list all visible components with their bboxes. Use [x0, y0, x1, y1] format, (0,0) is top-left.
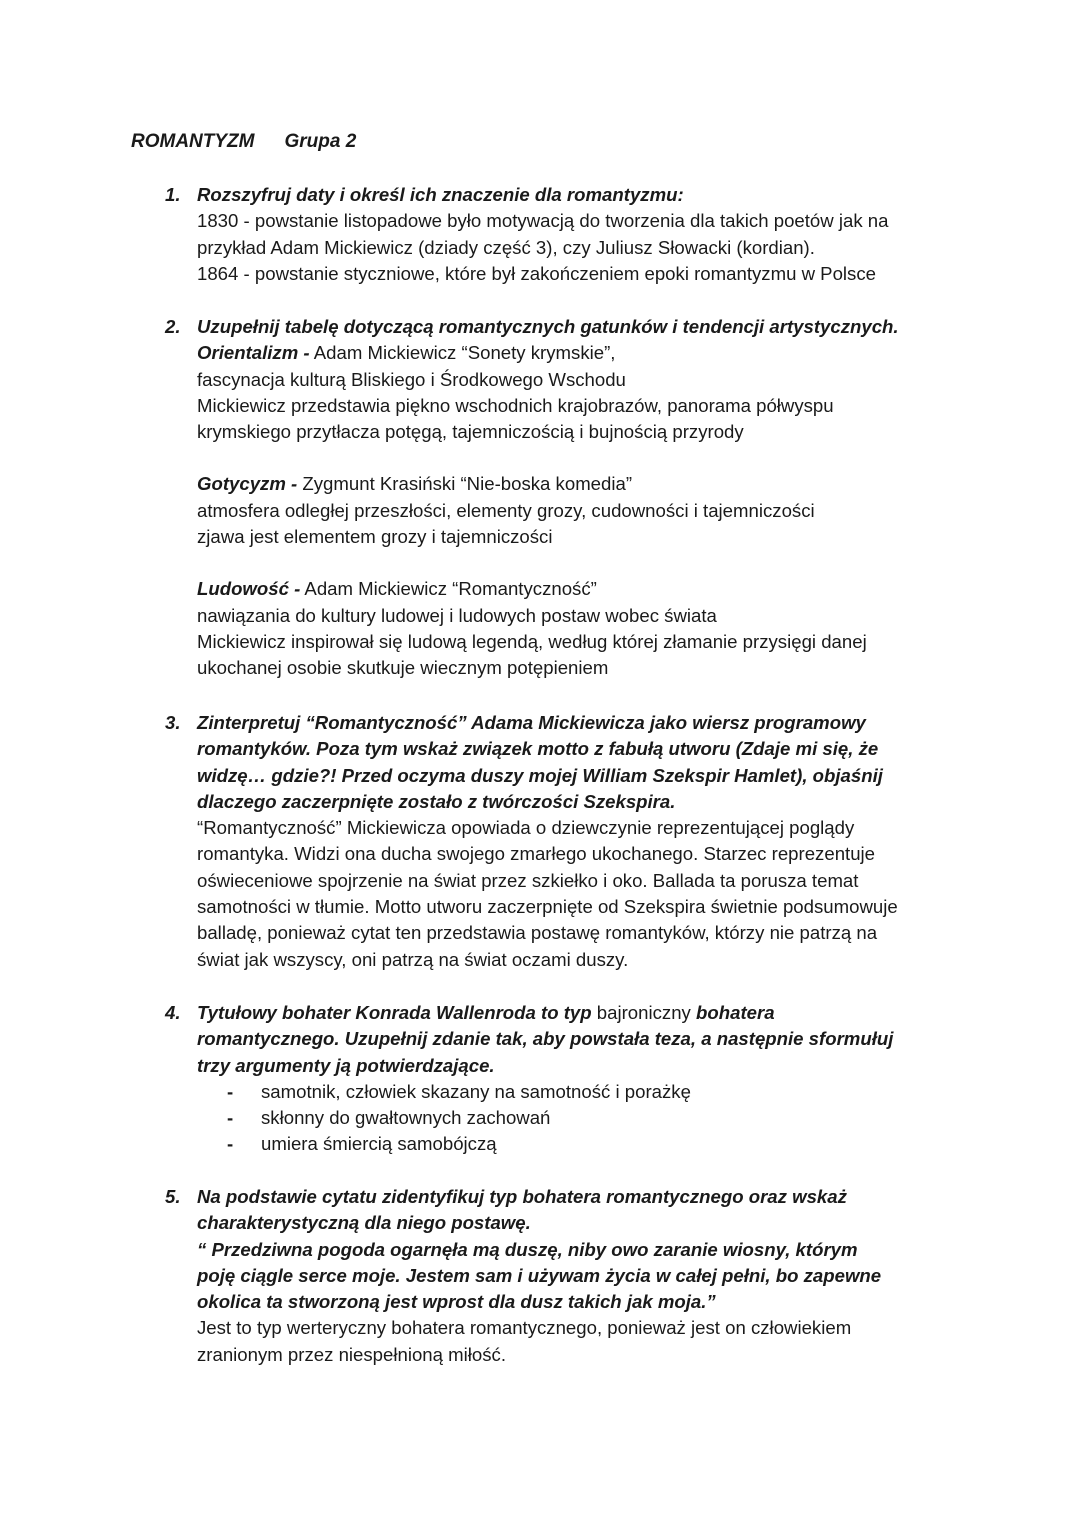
term-gotycyzm: Gotycyzm -: [197, 473, 298, 495]
question-text: Rozszyfruj daty i określ ich znaczenie dla romantyzmu:: [197, 184, 684, 205]
term-orientalizm: Orientalizm -: [197, 342, 310, 364]
question-text: dlaczego zaczerpnięte zostało z twórczości Szekspira.: [197, 790, 676, 812]
question-text: bohatera: [696, 1002, 775, 1023]
section-number: 5.: [165, 1186, 181, 1207]
answer-line: 1864 - powstanie styczniowe, które był zakończeniem epoki romantyzmu w Polsce: [197, 262, 876, 284]
argument-list: [197, 1079, 965, 1158]
list-item: - samotnik, człowiek skazany na samotność i porażkę: [197, 1079, 965, 1105]
answer-line: fascynacja kulturą Bliskiego i Środkowego Wschodu: [197, 368, 626, 390]
section-number: 4.: [165, 1002, 181, 1023]
answer-line: Mickiewicz przedstawia piękno wschodnich krajobrazów, panorama półwyspu: [197, 394, 834, 416]
question-text: charakterystyczną dla niego postawę.: [197, 1212, 531, 1234]
question-text: romantycznego. Uzupełnij zdanie tak, aby powstała teza, a następnie sformułuj: [197, 1028, 894, 1050]
answer-line: balladę, ponieważ cytat ten przedstawia postawę romantyków, którzy nie patrzą na: [197, 922, 878, 944]
document-header: [131, 131, 356, 153]
quote-text: “ Przedziwna pogoda ogarnęła mą duszę, niby owo zaranie wiosny, którym: [197, 1238, 858, 1260]
quote-text: poję ciągle serce moje. Jestem sam i używam życia w całej pełni, bo zapewne: [197, 1264, 882, 1286]
question-text: Zinterpretuj “Romantyczność” Adama Mickiewicza jako wiersz programowy: [197, 712, 866, 733]
section-number: 2.: [165, 316, 181, 337]
answer-line: nawiązania do kultury ludowej i ludowych postaw wobec świata: [197, 604, 717, 626]
answer-line: zjawa jest elementem grozy i tajemniczości: [197, 526, 553, 548]
header-title: ROMANTYZM: [131, 131, 255, 152]
question-text: romantyków. Poza tym wskaż związek motto z fabułą utworu (Zdaje mi się, że: [197, 738, 879, 760]
question-text: Uzupełnij tabelę dotyczącą romantycznych gatunków i tendencji artystycznych.: [197, 316, 899, 337]
answer-line: krymskiego przytłacza potęgą, tajemniczością i bujnością przyrody: [197, 421, 744, 443]
list-item: - umiera śmiercią samobójczą: [197, 1131, 965, 1157]
section-2: [165, 314, 965, 682]
dash-bullet: -: [227, 1080, 234, 1102]
section-1: [165, 182, 965, 287]
list-item: - skłonny do gwałtownych zachowań: [197, 1105, 965, 1131]
dash-bullet: -: [227, 1107, 234, 1129]
answer-line: atmosfera odległej przeszłości, elementy grozy, cudowności i tajemniczości: [197, 499, 815, 521]
filled-answer: bajroniczny: [591, 1002, 697, 1023]
answer-line: Jest to typ werteryczny bohatera romantycznego, ponieważ jest on człowiekiem: [197, 1317, 852, 1339]
header-group: Grupa 2: [284, 131, 357, 152]
answer-line: świat jak wszyscy, oni patrzą na świat oczami duszy.: [197, 948, 629, 970]
section-3: [165, 710, 965, 973]
section-4: [165, 1000, 965, 1158]
answer-line: ukochanej osobie skutkuje wiecznym potępieniem: [197, 657, 609, 679]
answer-line: “Romantyczność” Mickiewicza opowiada o dziewczynie reprezentującej poglądy: [197, 817, 855, 839]
answer-line: oświeceniowe spojrzenie na świat przez szkiełko i oko. Ballada ta porusza temat: [197, 869, 859, 891]
answer-line: zranionym przez niespełnioną miłość.: [197, 1343, 507, 1365]
dash-bullet: -: [227, 1133, 234, 1155]
section-number: 1.: [165, 184, 181, 205]
section-number: 3.: [165, 712, 181, 733]
section-5: [165, 1184, 965, 1368]
work-title: Adam Mickiewicz “Romantyczność”: [300, 578, 597, 600]
work-title: Adam Mickiewicz “Sonety krymskie”,: [309, 342, 616, 364]
question-text: Na podstawie cytatu zidentyfikuj typ bohatera romantycznego oraz wskaż: [197, 1186, 847, 1207]
question-text: widzę… gdzie?! Przed oczyma duszy mojej William Szekspir Hamlet), objaśnij: [197, 764, 883, 786]
answer-line: przykład Adam Mickiewicz (dziady część 3), czy Juliusz Słowacki (kordian).: [197, 236, 815, 258]
term-ludowosc: Ludowość -: [197, 578, 301, 600]
answer-line: Mickiewicz inspirował się ludową legendą, według której złamanie przysięgi danej: [197, 630, 867, 652]
answer-line: samotności w tłumie. Motto utworu zaczerpnięte od Szekspira świetnie podsumowuje: [197, 896, 898, 918]
quote-text: okolica ta stworzoną jest wprost dla dusz takich jak moja.”: [197, 1291, 716, 1313]
question-text: Tytułowy bohater Konrada Wallenroda to typ: [197, 1002, 592, 1023]
answer-line: 1830 - powstanie listopadowe było motywacją do tworzenia dla takich poetów jak na: [197, 210, 889, 232]
question-text: trzy argumenty ją potwierdzające.: [197, 1054, 495, 1076]
work-title: Zygmunt Krasiński “Nie-boska komedia”: [297, 473, 633, 495]
answer-line: romantyka. Widzi ona ducha swojego zmarłego ukochanego. Starzec reprezentuje: [197, 843, 876, 865]
